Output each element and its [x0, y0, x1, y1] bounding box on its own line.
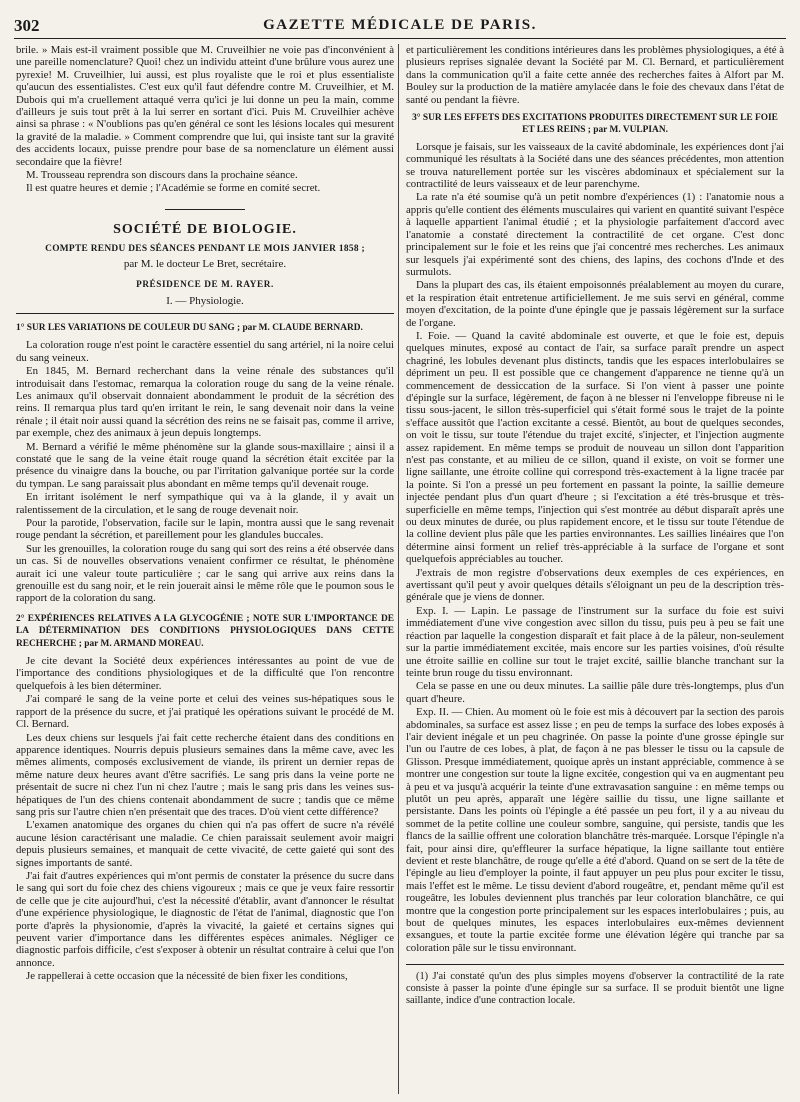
experiment-paragraph: Exp. I. — Lapin. Le passage de l'instrument sur la surface du foie est suivi immédiatement d'une vive congestion avec sillon du tissu, puis peu à peu se fait une réaction par laquelle la congestion disparaît et fait place à de la pâleur, non-seulement sur la partie immédiatement excitée, mais encore sur les parties voisines, d'où résulte une étroite saillie en colline sur tout le trajet excité, saillie blanche tranchant sur la teinte brun rouge du tissu environnant. [406, 604, 784, 679]
footnote-rule [406, 964, 784, 965]
body-paragraph: I. Foie. — Quand la cavité abdominale est ouverte, et que le foie est, depuis quelques minutes, exposé au contact de l'air, sa surface paraît prendre un aspect chagriné, les lobules devenant plus distincts, tandis que les espaces interlobulaires se dépriment un peu. Il est possible que ce changement d'apparence ne tienne qu'à un commencement de dessiccation de la surface. Si l'on vient à passer une pointe d'épingle sur la surface, légèrement, de façon à ne blesser ni l'enveloppe fibreuse ni le tissu sous-jacent, le sillon très-superficiel qui s'était formé sous le trajet de la pointe s'efface aussitôt que l'action excitante a cessé. Bientôt, au bout de quelques secondes, on voit le tissu, sur toute l'étendue du trajet excité, s'injecter, et l'injection augmente assez rapidement. En même temps se produit de nouveau un sillon dont l'apparition n'est pas constante, et au milieu de ce sillon, quand il existe, on voit se former une ligne saillante, une étroite colline qui correspond très-exactement à la ligne tracée par la pointe. Si l'on a pressé un peu fortement en passant la pointe, la saillie demeure injectée pendant plus d'un quart d'heure ; si l'excitation a été très-brusque et très-superficielle en même temps, l'injection qui s'est montrée au début disparaît après une ou deux minutes de durée, ou plus rapidement encore, et le tissu sur toute l'étendue de la colline devient plus pâle que les parties environnantes. Les saillies linéaires que l'on détermine ainsi forment un relief très-appréciable à la surface de l'organe et sont quelquefois appréciables au toucher. [406, 329, 784, 566]
report-heading-line2: par M. le docteur Le Bret, secrétaire. [123, 257, 287, 270]
page-number: 302 [14, 16, 40, 35]
intro-paragraph: brile. » Mais est-il vraiment possible que M. Cruveilhier ne voie pas d'inconvénient à une pareille nomenclature? Quoi! chez un individu atteint d'une brûlure vous aurez une pyrexie! M. Cruveilhier, lui aussi, est plus royaliste que le roi et plus essentialiste qu'aucun des essentialistes. C'est eux qu'il faut défendre contre M. Cruveilhier, et M. Dubois qui m'a cruellement attaqué verra qu'ici je lui donne un peu la main, comme d'ailleurs je suis tout prêt à la lui serrer en sortant d'ici. Puis M. Cruveilhier achève ainsi sa phrase : « N'oublions pas qu'en général ce sont les lésions locales qui mesurent la gravité de la maladie. » Comment comprendre que lui, qui insiste tant sur la gravité des accidents locaux, puisse prendre pour base de sa nomenclature un élément aussi secondaire que la fièvre! [16, 44, 394, 168]
body-paragraph: Sur les grenouilles, la coloration rouge du sang qui sort des reins a été observée dans un cas. Si de nouvelles observations venaient confirmer ce résultat, le phénomène aurait ici une valeur toute particulière ; car le sang qui arrive aux reins dans la grenouille est du sang noir, et le rein jouerait ainsi le même rôle que le poumon sous le rapport de la coloration du sang. [16, 542, 394, 605]
body-paragraph: J'ai comparé le sang de la veine porte et celui des veines sus-hépatiques sous le rapport de la présence du sucre, et j'ai pratiqué les opérations suivant le procédé de M. Cl. Bernard. [16, 693, 394, 731]
subsection-title-2: 2° EXPÉRIENCES RELATIVES A LA GLYCOGÉNIE ; NOTE SUR L'IMPORTANCE DE LA DÉTERMINATION DES CONDITIONS PHYSIOLOGIQUES DANS CETTE RECHERCHE ; par M. ARMAND MOREAU. [16, 613, 394, 649]
body-paragraph: Je cite devant la Société deux expériences intéressantes au point de vue de l'importance des conditions physiologiques et de la difficulté que l'on rencontre quelquefois à les bien déterminer. [16, 655, 394, 692]
right-column [406, 44, 784, 1094]
body-paragraph: J'extrais de mon registre d'observations deux exemples de ces expériences, en avertissant qu'il peut y avoir quelques détails s'éloignant un peu de la description très-générale que je viens de donner. [406, 566, 784, 604]
intro-paragraph: Il est quatre heures et demie ; l'Académie se forme en comité secret. [26, 182, 321, 195]
report-heading-line1: COMPTE RENDU DES SÉANCES PENDANT LE MOIS JANVIER 1858 ; [45, 244, 365, 255]
body-paragraph: J'ai fait d'autres expériences qui m'ont permis de constater la présence du sucre dans le sang qui sort du foie chez des chiens vigoureux ; mais ce que je veux faire ressortir de celle que je cite aujourd'hui, c'est la nécessité d'établir, avant d'annoncer le résultat d'une expérience physiologique, le diagnostic de l'état de l'animal, diagnostic que l'on porte d'après la physionomie, d'après la vivacité, la gaieté et certains signes qui peuvent varier d'importance dans les différentes espèces animales. Négliger ce diagnostic parfois difficile, c'est s'exposer à obtenir un résultat contraire à celui que l'on annonce. [16, 869, 394, 969]
body-paragraph: Lorsque je faisais, sur les vaisseaux de la cavité abdominale, les expériences dont j'ai communiqué les résultats à la Société dans une des séances précédentes, mon attention se trouva naturellement portée sur les viscères abdominaux et spécialement sur la contractilité de leurs vaisseaux et de leur parenchyme. [406, 140, 784, 191]
body-paragraph: En 1845, M. Bernard recherchant dans la veine rénale des substances qu'il introduisait dans l'estomac, remarqua la coloration rouge du sang de la veine rénale. Les animaux qu'il observait donnaient abondamment le produit de la sécrétion des reins. Il remarqua plus tard qu'en irritant le rein, le sang devenait noir dans la veine rénale ; il était noir aussi quand la sécrétion des reins ne se faisait pas, comme il arrive, par exemple, chez des animaux à jeun depuis longtemps. [16, 365, 394, 440]
left-column [16, 44, 394, 1094]
body-paragraph: Cela se passe en une ou deux minutes. La saillie pâle dure très-longtemps, plus d'un quart d'heure. [406, 680, 784, 705]
body-paragraph: Dans la plupart des cas, ils étaient empoisonnés préalablement au moyen du curare, et la respiration était entretenue artificiellement. Je me suis servi en général, comme moyen d'excitation, de la pointe d'une épingle que je passais légèrement sur la surface de l'organe. [406, 279, 784, 329]
body-paragraph: Pour la parotide, l'observation, facile sur le lapin, montra aussi que le sang revenait rouge pendant la sécrétion, et pareillement pour les glandules buccales. [16, 517, 394, 542]
presidence-heading: PRÉSIDENCE DE M. RAYER. [136, 279, 274, 290]
intro-paragraph: M. Trousseau reprendra son discours dans la prochaine séance. [26, 169, 298, 182]
body-paragraph: La coloration rouge n'est point le caractère essentiel du sang artériel, ni la noire celui du sang veineux. [16, 339, 394, 364]
column-divider [398, 44, 399, 1094]
section-title: I. — Physiologie. [16, 295, 394, 314]
continued-paragraph: et particulièrement les conditions intérieures dans les problèmes physiologiques, a été à plusieurs reprises signalée devant la Société par M. Cl. Bernard, et particulièrement dans la communication qu'il a faite cette année des recherches faites à Alfort par M. Bouley sur la production de la matière amylacée dans le foie des chevaux dans l'état de santé ou pendant la fièvre. [406, 44, 784, 106]
footnote: (1) J'ai constaté qu'un des plus simples moyens d'observer la contractilité de la rate consiste à passer la pointe d'une épingle sur sa surface. Il se produit bientôt une ligne saillante, indice d'une contraction locale. [406, 971, 784, 1007]
body-paragraph: En irritant isolément le nerf sympathique qui va à la glande, il y avait un ralentissement de la circulation, et le sang de rouge devenait noir. [16, 491, 394, 516]
body-paragraph: La rate n'a été soumise qu'à un petit nombre d'expériences (1) : l'anatomie nous a appris qu'elle contient des éléments musculaires qui varient en quantité suivant l'espèce à laquelle appartient l'animal étudié ; et la physiologie parfaitement d'accord avec l'anatomie a constaté directement la contractilité de cet organe. C'est donc principalement sur le foie et les reins que j'ai concentré mes recherches. Les animaux sur lesquels j'ai expérimenté sont des chiens, des lapins, des cochons d'Inde et des surmulots. [406, 191, 784, 278]
body-paragraph: Les deux chiens sur lesquels j'ai fait cette recherche étaient dans des conditions en apparence identiques. Nourris depuis plusieurs semaines dans la même cave, avec les mêmes aliments, composés exclusivement de viande, ils prirent un dernier repas de même nature deux heures avant d'être sacrifiés. Le sang pris dans la veine porte ne présentait de sucre ni chez l'un ni chez l'autre ; mais le sang pris dans les veines sus-hépatiques de l'un des chiens contenait abondamment de sucre ; tandis que ce même sang pris sur l'autre chien n'en présentait que des traces. D'où vient cette différence? [16, 731, 394, 818]
experiment-paragraph: Exp. II. — Chien. Au moment où le foie est mis à découvert par la section des parois abdominales, sa surface est assez lisse ; en peu de temps la surface des lobes exposés à l'air devient inégale et un peu chagrinée. On passe la pointe d'une grosse épingle sur l'un ou l'autre de ces lobes, à plat, de façon à ne pas blesser le tissu ou la capsule de Glisson. Presque immédiatement, quoique après un instant appréciable, commence à se montrer une congestion sur toute la ligne excitée, congestion qui va en augmentant peu à peu et va jusqu'à acquérir la teinte d'une extravasation sanguine : en même temps ou plutôt un peu après, apparaît une légère saillie du tissu, une ligne saillante et persistante. Dans les points où l'épingle a été passée un peu fort, il y a au niveau du sommet de la petite colline une couleur sombre, sanguine, qui persiste, tandis que les flancs de la saillie offrent une coloration blanchâtre très-marquée. Lorsque l'épingle n'a fait, pour ainsi dire, qu'effleurer la surface hépatique, la ligne saillante tout entière devient et reste blanchâtre, de rouge qu'elle a été d'abord. Quand on se sert de la tête de l'épingle au lieu d'employer la pointe, il faut appuyer un peu plus pour exciter le tissu, mais l'effet est le même. Le tissu devient d'abord rougeâtre, et, pendant même qu'il est rougeâtre, les lobules deviennent plus tranchés par leur coloration blanchâtre, ce qui montre que la congestion porte principalement sur les espaces interlobulaires ; puis, au bout de quelques minutes, les espaces interlobulaires eux-mêmes deviennent exsangues, et toute la partie excitée forme une élévation légère qui tranche par sa coloration pâle sur le tissu environnant. [406, 706, 784, 954]
subsection-title-3: 3° SUR LES EFFETS DES EXCITATIONS PRODUITES DIRECTEMENT SUR LE FOIE ET LES REINS ; par M. VULPIAN. [412, 113, 778, 136]
body-paragraph: Je rappellerai à cette occasion que la nécessité de bien fixer les conditions, [26, 970, 348, 983]
body-paragraph: M. Bernard a vérifié le même phénomène sur la glande sous-maxillaire ; ainsi il a constaté que le sang de la veine était rouge quand la sécrétion était excitée par la présence du vinaigre dans la bouche, ou par l'irritation galvanique portée sur la corde du tympan. Le sang paraissait plus abondant en même temps qu'il devenait rouge. [16, 440, 394, 490]
society-title: SOCIÉTÉ DE BIOLOGIE. [113, 221, 297, 237]
subsection-title-1: 1° SUR LES VARIATIONS DE COULEUR DU SANG ; par M. CLAUDE BERNARD. [16, 322, 363, 333]
body-paragraph: L'examen anatomique des organes du chien qui n'a pas offert de sucre n'a révélé aucune lésion caractérisant une maladie. Ce chien paraissait seulement avoir maigri depuis plusieurs semaines, et manquait de cette vivacité, de cette gaieté qui sont des signes importants de santé. [16, 819, 394, 869]
page-header [14, 14, 786, 39]
running-title: GAZETTE MÉDICALE DE PARIS. [263, 17, 537, 33]
separator-rule [165, 209, 245, 210]
